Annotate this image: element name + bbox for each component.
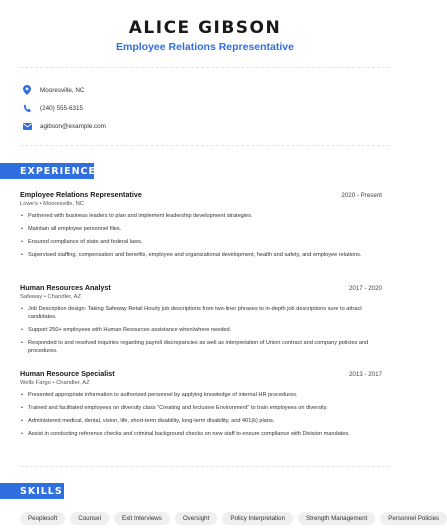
list-item: • Responded to and resolved inquiries regarding payroll discrepancies as well as interpretation of Union contract and company policies and procedures. — [20, 339, 382, 355]
location: Mooresville, NC — [43, 201, 85, 207]
location: Chandler, AZ — [47, 294, 82, 300]
list-item: • Trained and facilitated employees on diversity class "Creating and Inclusive Environment" to train employees on diversity. — [20, 404, 382, 412]
skills-list — [20, 512, 447, 525]
experience-section-heading: EXPERIENCE — [0, 163, 94, 179]
skill-tag: Personnel Policies — [380, 512, 447, 525]
envelope-icon — [22, 121, 32, 131]
list-item: • Administered medical, dental, vision, life, short-term disability, long-term disability, and 401(k) plans. — [20, 417, 382, 425]
location-pin-icon — [22, 85, 32, 95]
contact-location-text: Mooresville, NC — [40, 86, 85, 94]
job-dates: 2013 - 2017 — [348, 371, 382, 378]
contact-location — [22, 84, 84, 96]
job-entry — [20, 283, 382, 360]
phone-icon — [22, 103, 32, 113]
contact-phone-text: (240) 555-6315 — [40, 104, 84, 112]
list-item: • Job Description design: Taking Safeway Retail Hourly job descriptions from two-liner phrases to in-depth job descriptions sure to attract candidates. — [20, 305, 382, 321]
location: Chandler, AZ — [56, 380, 90, 386]
job-dates: 2020 - Present — [341, 192, 382, 199]
job-title: Employee Relations Representative — [20, 190, 142, 199]
job-title: Human Resource Specialist — [20, 369, 115, 378]
list-item: • Supervised staffing, compensation and benefits, employee and organizational development, health and safety, and employee relations. — [20, 251, 382, 259]
list-item: • Partnered with business leaders to plan and implement leadership development strategies. — [20, 212, 382, 220]
list-item: • Support 250+ employees with Human Resources assistance when/where needed. — [20, 326, 382, 334]
list-item: • Ensured compliance of state and federal laws. — [20, 238, 382, 246]
job-entry — [20, 369, 382, 443]
list-item: • Assist in conducting reference checks and criminal background checks on new staff to ensure compliance with Division mandates. — [20, 430, 382, 438]
skill-tag: Peoplesoft — [20, 512, 65, 525]
bullet-list — [20, 305, 382, 355]
job-dates: 2017 - 2020 — [348, 285, 382, 292]
divider — [20, 145, 390, 146]
bullet-list — [20, 212, 382, 259]
job-employer: Lowe's • Mooresville, NC — [20, 201, 85, 207]
list-item: • Presented appropriate information to authorized personnel by applying knowledge of internal HR procedures. — [20, 391, 382, 399]
contact-phone — [22, 102, 83, 114]
company: Lowe's — [20, 201, 38, 207]
skills-section-heading: SKILLS — [0, 483, 64, 499]
job-title: Human Resources Analyst — [20, 283, 111, 292]
skill-tag: Oversight — [175, 512, 217, 525]
job-employer: Safeway • Chandler, AZ — [20, 294, 82, 300]
contact-email — [22, 120, 106, 132]
job-title-heading: Employee Relations Representative — [116, 41, 294, 53]
candidate-name: ALICE GIBSON — [128, 18, 282, 38]
bullet-list — [20, 391, 382, 438]
list-item: • Maintain all employee personnel files. — [20, 225, 382, 233]
skill-tag: Counsel — [70, 512, 109, 525]
divider — [20, 466, 390, 467]
company: Wells Fargo — [20, 380, 51, 386]
skill-tag: Policy Interpretation — [222, 512, 293, 525]
skill-tag: Exit Interviews — [114, 512, 170, 525]
company: Safeway — [20, 294, 43, 300]
job-employer: Wells Fargo • Chandler, AZ — [20, 380, 90, 386]
skill-tag: Strength Management — [298, 512, 375, 525]
job-entry — [20, 190, 382, 264]
divider — [20, 67, 390, 68]
contact-email-text: agibson@example.com — [40, 122, 106, 130]
